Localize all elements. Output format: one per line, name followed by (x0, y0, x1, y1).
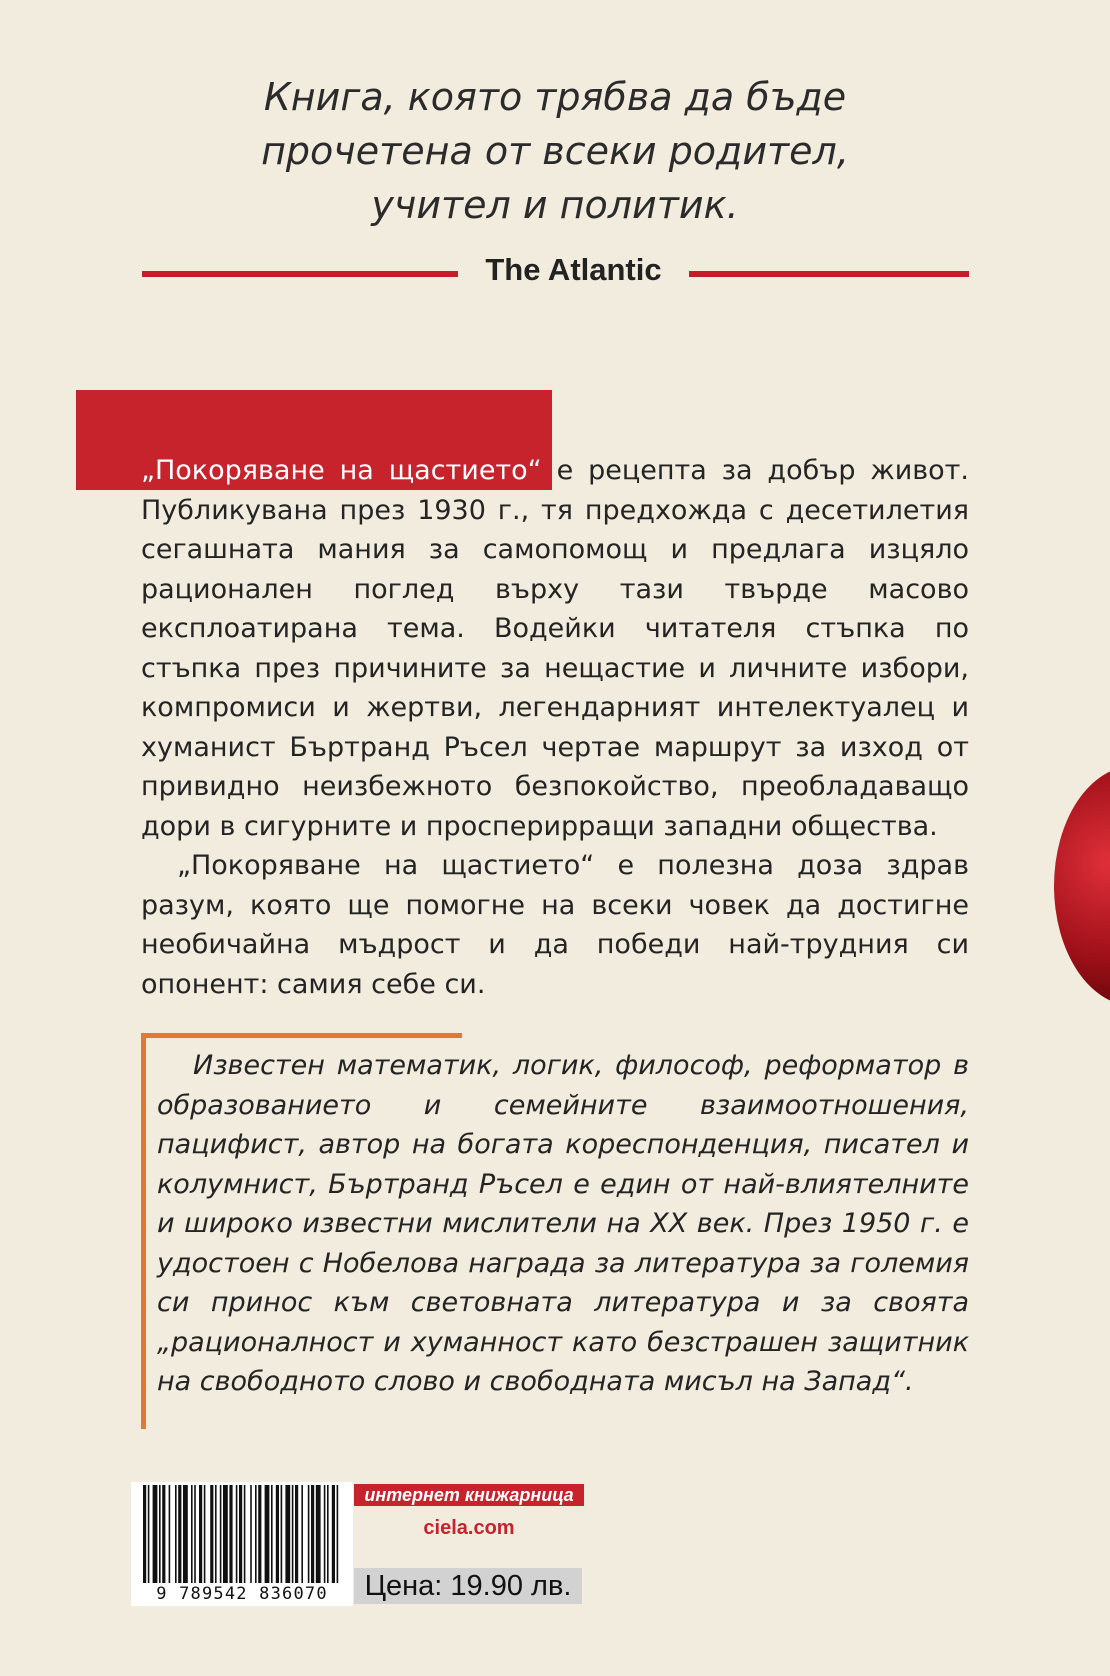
barcode-stripe (327, 1485, 329, 1583)
quote-line: прочетена от всеки родител, (261, 129, 849, 173)
barcode-stripe (204, 1485, 206, 1583)
barcode-stripe (308, 1485, 310, 1583)
author-bio: Известен математик, логик, философ, реформатор в образованието и семейните взаимоотношения, пацифист, автор на богата кореспонденция, писател и колумнист, Бъртранд Ръсел е един от най-влиятелните и широко известни мислители на XX век. През 1950 г. е удостоен с Нобелова награда за литература за големия си принос към световната литература и за своята „рационалност и хуманност като безстрашен защитник на свободното слово и свободната мисъл на Запад“. (157, 1050, 969, 1397)
cover-quote (140, 70, 970, 232)
barcode-stripe (194, 1485, 196, 1583)
divider-left (142, 271, 458, 277)
barcode-stripe (175, 1485, 177, 1583)
barcode-stripe (292, 1485, 294, 1583)
barcode-stripe (258, 1485, 261, 1583)
barcode-stripe (153, 1485, 158, 1583)
barcode-stripe (162, 1485, 165, 1583)
store-url[interactable]: ciela.com (423, 1517, 515, 1539)
barcode-stripe (229, 1485, 232, 1583)
barcode-stripe (223, 1485, 228, 1583)
barcode-stripe (276, 1485, 279, 1583)
barcode-stripe (316, 1485, 321, 1583)
barcode-stripe (265, 1485, 270, 1583)
barcode-stripe (337, 1485, 339, 1583)
book-description (141, 451, 969, 1004)
description-paragraph (141, 451, 969, 846)
barcode-stripe (143, 1485, 146, 1583)
barcode (131, 1482, 353, 1606)
store-tagline: интернет книжарница (354, 1484, 584, 1506)
barcode-stripe (250, 1485, 252, 1583)
barcode-stripe (255, 1485, 257, 1583)
barcode-stripe (285, 1485, 290, 1583)
bio-frame-left (141, 1033, 146, 1429)
description-text: е рецепта за добър живот. Публикувана през 1930 г., тя предхожда с десетилетия сегашната мания за самопомощ и предлага изцяло рационален поглед върху тази твърде масово експлоатирана тема. Водейки читателя стъпка по стъпка през причините за нещастие и личните избори, компромиси и жертви, легендарният интелектуалец и хуманист Бъртранд Ръсел чертае маршрут за изход от привидно неизбежното безпокойство, преобладаващо дори в сигурните и просперирращи западни общества. (141, 455, 969, 842)
barcode-stripe (311, 1485, 314, 1583)
barcode-stripe (281, 1485, 283, 1583)
quote-line: Книга, която трябва да бъде (263, 75, 847, 119)
description-paragraph: „Покоряване на щастието“ е полезна доза здрав разум, която ще помогне на всеки човек да достигне необичайна мъдрост и да победи най-трудния си опонент: самия себе си. (141, 850, 969, 1000)
barcode-stripe (215, 1485, 217, 1583)
quote-line: учител и политик. (371, 183, 739, 227)
barcode-stripe (169, 1485, 171, 1583)
quote-source: The Atlantic (485, 252, 662, 287)
barcode-stripe (271, 1485, 273, 1583)
barcode-stripe (178, 1485, 181, 1583)
barcode-stripe (244, 1485, 246, 1583)
red-decorative-shape (1054, 766, 1110, 1006)
bio-frame-top (141, 1033, 462, 1038)
barcode-stripe (199, 1485, 202, 1583)
barcode-stripe (239, 1485, 242, 1583)
book-title-highlight: „Покоряване на щастието“ (141, 455, 542, 486)
barcode-stripe (324, 1485, 326, 1583)
isbn-number: 9 789542 836070 (156, 1584, 328, 1604)
divider-right (689, 271, 969, 277)
barcode-stripe (295, 1485, 298, 1583)
price-tag: Цена: 19.90 лв. (354, 1568, 582, 1604)
barcode-stripe (159, 1485, 161, 1583)
barcode-stripe (332, 1485, 335, 1583)
barcode-stripe (220, 1485, 222, 1583)
barcode-stripe (301, 1485, 303, 1583)
barcode-stripe (210, 1485, 213, 1583)
barcode-stripe (183, 1485, 188, 1583)
barcode-stripe (148, 1485, 150, 1583)
barcode-stripe (236, 1485, 238, 1583)
barcode-stripe (191, 1485, 193, 1583)
barcode-bars (143, 1485, 343, 1583)
